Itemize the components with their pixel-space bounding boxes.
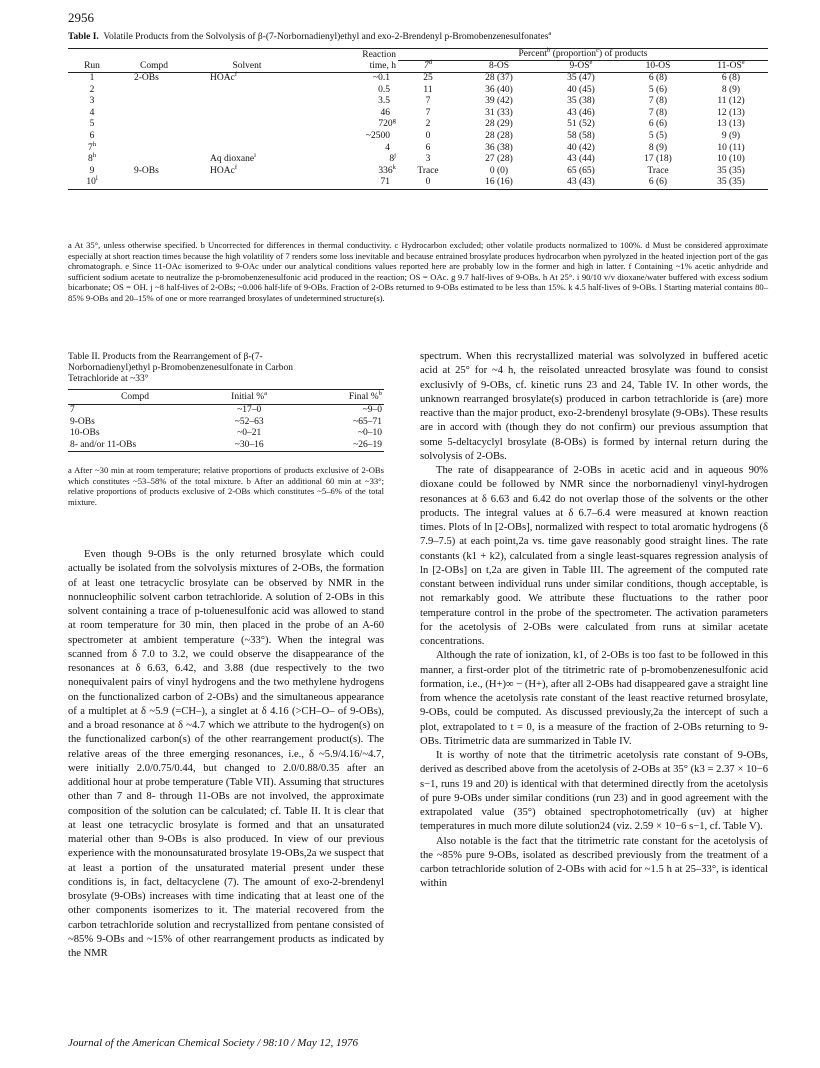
table1-cell-p11	[694, 143, 768, 155]
th-group-mark2: c	[595, 46, 599, 54]
table1-cell-p11	[694, 73, 768, 85]
table1-cell-p10	[622, 131, 694, 143]
th-10os: 10-OS	[645, 61, 671, 71]
t2-th-final-text: Final %	[348, 392, 379, 402]
table1-cell-value: 12 (13)	[717, 107, 745, 118]
table1-cell-p7	[398, 154, 458, 166]
table1-cell-p8	[458, 119, 540, 131]
table1-cell-p8	[458, 85, 540, 97]
table1-cell-compd	[116, 85, 192, 97]
table2-caption: Table II. Products from the Rearrangement of β-(7-Norbornadienyl)ethyl p-Bromobenzenesulfonate in Carbon Tetrachloride at ~33°	[68, 352, 294, 384]
th-group-post: ) of products	[598, 49, 648, 59]
table1-cell-value: 36 (40)	[485, 84, 513, 95]
th-group-mark1: b	[547, 46, 551, 54]
table1-cell-value: 9	[89, 165, 95, 176]
table1-cell-time	[302, 85, 398, 97]
th-11os	[694, 58, 768, 73]
table1-cell-solvent	[192, 85, 302, 97]
table1-cell-mark: h	[92, 152, 97, 159]
table1-cell-value: 5	[89, 119, 95, 130]
t2-th-initial-text: Initial %	[231, 392, 265, 402]
table1-cell-value: 7 (8)	[648, 107, 668, 118]
table1-cell-run	[68, 154, 116, 166]
table1-cell-p10	[622, 143, 694, 155]
table1-cell-value: 10	[86, 177, 96, 188]
table1-cell-compd	[116, 177, 192, 189]
table1-cell-compd	[116, 131, 192, 143]
table1-cell-value: 51 (52)	[567, 119, 595, 130]
table1-cell-value: 7	[87, 142, 93, 153]
table1-cell-value: Trace	[647, 165, 669, 176]
table1-cell-run	[68, 96, 116, 108]
table1-cell-mark: l	[95, 175, 98, 183]
table1-cell-compd	[116, 154, 192, 166]
table1-cell-value: 28 (29)	[485, 119, 513, 130]
table1-cell-value: 7 (8)	[648, 96, 668, 107]
table1-cell-value: 43 (44)	[567, 154, 595, 165]
table1-cell-value: 65 (65)	[567, 165, 595, 176]
table2-row	[68, 428, 384, 440]
th-9os	[540, 58, 622, 73]
table1-cell-p7	[398, 108, 458, 120]
table1-cell-p10	[622, 108, 694, 120]
table1-cell-value: 58 (58)	[567, 130, 595, 141]
table1-cell-value: 43 (46)	[567, 107, 595, 118]
table1-cell-run	[68, 73, 116, 85]
th-9os-mark: e	[589, 58, 593, 66]
right-column-text	[420, 350, 768, 892]
table1-cell-compd	[116, 108, 192, 120]
table1-cell-value: 28 (37)	[485, 73, 513, 83]
table1-cell-mark: f	[234, 70, 238, 78]
table1-row	[68, 85, 768, 97]
table1-cell-value: 36 (38)	[485, 142, 513, 153]
table1-cell-value: 13 (13)	[717, 119, 745, 130]
table1-cell-value: 35 (38)	[567, 96, 595, 107]
th-compd: Compd	[140, 61, 168, 71]
table1-cell-value: 0	[425, 130, 431, 141]
table1-cell-value: 2-OBs	[134, 73, 159, 83]
table1-cell-value: 17 (18)	[644, 154, 672, 165]
th-group-mid: (proportion	[550, 49, 596, 59]
table1-cell-value: ~2500	[365, 130, 390, 141]
right-paragraph-1: spectrum. When this recrystallized material was solvolyzed in buffered acetic acid at 25° for ~4 h, the reisolated unreacted brosylate was found to consist exclusivly of 9-OBs, cf. kinetic runs 23 and 24, Table IV. In other words, the unknown rearranged brosylate(s) produced in carbon tetrachloride is (are) more reactive than the major product, exo-2-brendenyl brosylate (9-OBs). These results are in accord with (though they do not confirm) our previous assumption that some 5-deltacyclyl brosylate (8-OBs) is formed by internal return during the solvolysis of 2-OBs.	[420, 351, 768, 462]
th-7-mark: d	[428, 58, 433, 66]
table1-cell-compd	[116, 119, 192, 131]
table1-cell-p9	[540, 119, 622, 131]
table1-cell-value: 6 (6)	[648, 177, 668, 188]
table1-body	[68, 70, 768, 190]
table1-row	[68, 119, 768, 131]
table1-cell-value: 25	[423, 73, 433, 83]
th-time	[302, 49, 398, 73]
table2-cell-final: ~65–71	[353, 416, 382, 427]
table1-cell-value: Trace	[417, 165, 439, 176]
table1-cell-run	[68, 177, 116, 189]
th-solvent: Solvent	[232, 61, 262, 71]
table2-cell-initial: ~0–21	[237, 428, 262, 439]
table1-cell-p7	[398, 177, 458, 189]
right-paragraph-4: It is worthy of note that the titrimetric acetolysis rate constant of 9-OBs, derived as described above from the acetolysis of 2-OBs at 35° (k3 = 2.37 × 10−6 s−1, runs 19 and 20) is identical with that determined directly from the acetolysis of pure 9-OBs under similar conditions (run 23) and in good agreement with the extrapolated value (35°) obtained spectrophotometrically (uv) at higher temperatures in much more dilute solution24 (viz. 2.59 × 10−6 s−1, cf. Table V).	[420, 750, 768, 833]
table1-cell-mark: h	[92, 140, 97, 148]
th-9os-text: 9-OS	[569, 61, 590, 71]
table2-footnotes: a After ~30 min at room temperature; relative proportions of products exclusive of 2-OBs which constitutes ~53–58% of the total mixture. b After an additional 60 min at ~33°; relative proportions of products exclusive of 2-OBs which constitutes ~5–6% of the total mixture.	[68, 465, 384, 507]
table1-cell-value: 10 (11)	[717, 142, 745, 153]
th-time-line1: Reaction	[362, 50, 396, 60]
table1-cell-p11	[694, 96, 768, 108]
t2-th-initial	[202, 390, 296, 405]
th-11os-text: 11-OS	[717, 61, 742, 71]
table1-cell-time	[302, 163, 398, 178]
table1-cell-value: 46	[380, 107, 390, 118]
table1-cell-solvent	[192, 70, 302, 85]
table1-cell-value: Aq dioxane	[210, 154, 255, 165]
page-number: 2956	[68, 10, 94, 25]
table1-cell-value: 3.5	[378, 96, 390, 107]
table1-cell-p11	[694, 85, 768, 97]
table2-body	[68, 405, 384, 452]
table1-cell-p8	[458, 177, 540, 189]
table1-cell-value: 10 (10)	[717, 154, 745, 165]
table1-cell-value: HOAc	[210, 73, 235, 83]
table1-cell-p11	[694, 131, 768, 143]
table1-cell-p7	[398, 73, 458, 85]
t2-th-initial-mark: a	[264, 389, 268, 397]
table1-cell-p8	[458, 108, 540, 120]
table1-cell-compd	[116, 73, 192, 85]
table1-cell-p11	[694, 154, 768, 166]
table1-cell-p9	[540, 143, 622, 155]
table1-cell-solvent	[192, 96, 302, 108]
table1-cell-mark: k	[392, 163, 396, 171]
table1	[68, 48, 768, 190]
table2-row	[68, 417, 384, 429]
table1-cell-p9	[540, 154, 622, 166]
t2-th-compd: Compd	[121, 392, 149, 402]
t2-th-final	[296, 390, 384, 405]
table1-cell-p8	[458, 131, 540, 143]
table1-cell-run	[68, 85, 116, 97]
table1-cell-p11	[694, 119, 768, 131]
table1-cell-value: 16 (16)	[485, 177, 513, 188]
table1-cell-p9	[540, 131, 622, 143]
table1-cell-mark: i	[254, 152, 256, 159]
table1-cell-p9	[540, 177, 622, 189]
table1-cell-value: 1	[89, 73, 95, 83]
table1-cell-value: 0 (0)	[489, 165, 509, 176]
th-7-text: 7	[423, 61, 429, 71]
table1-cell-p10	[622, 154, 694, 166]
table1-cell-value: 9-OBs	[134, 165, 159, 176]
table1-cell-time	[302, 96, 398, 108]
table1-cell-time	[302, 73, 398, 85]
table1-cell-solvent	[192, 131, 302, 143]
table1-cell-value: 3	[89, 96, 95, 107]
table1-cell-p9	[540, 166, 622, 178]
th-group-pre: Percent	[518, 49, 547, 59]
table1-cell-p11	[694, 177, 768, 189]
table1-cell-p11	[694, 166, 768, 178]
table1-cell-value: 11	[423, 84, 433, 95]
table1-cell-value: 6 (6)	[648, 119, 668, 130]
table1-cell-run	[68, 108, 116, 120]
table1-cell-value: 9 (9)	[721, 130, 741, 141]
table1-cell-p7	[398, 143, 458, 155]
table1-cell-time	[302, 154, 398, 166]
table1-cell-value: 336	[378, 165, 393, 176]
table1-cell-p9	[540, 108, 622, 120]
table2-cell-initial: ~30–16	[234, 439, 264, 450]
table1-cell-value: 6 (8)	[648, 73, 668, 83]
table1-cell-value: 35 (47)	[567, 73, 595, 83]
table1-cell-p7	[398, 85, 458, 97]
table1-cell-run	[68, 166, 116, 178]
table1-cell-value: 11 (12)	[717, 96, 745, 107]
th-time-line2: time, h	[369, 61, 396, 71]
table1-cell-time	[302, 108, 398, 120]
table1-row	[68, 96, 768, 108]
table1-cell-compd	[116, 96, 192, 108]
table1-cell-value: 40 (42)	[567, 142, 595, 153]
th-run: Run	[84, 61, 100, 71]
th-8os: 8-OS	[488, 61, 510, 71]
table1-cell-p9	[540, 96, 622, 108]
table1-cell-time	[302, 143, 398, 155]
th-7	[398, 58, 458, 73]
table1-cell-solvent	[192, 163, 302, 178]
table1-row	[68, 131, 768, 143]
table1-row	[68, 177, 768, 189]
table1-cell-value: 0.5	[378, 84, 390, 95]
table2-cell-final: ~0–10	[357, 428, 382, 439]
table1-cell-compd	[116, 166, 192, 178]
th-11os-mark: e	[741, 58, 745, 66]
table1-cell-value: 720	[378, 119, 393, 130]
table1-cell-p10	[622, 119, 694, 131]
table1-cell-value: 2	[89, 84, 95, 95]
table1-cell-value: 35 (35)	[717, 177, 745, 188]
left-paragraph-1: Even though 9-OBs is the only returned brosylate which could actually be isolated from the solvolysis mixtures of 2-OBs, the formation of at least one tetracyclic brosylate can be observed by NMR in the nonnucleophilic solvent carbon tetrachloride. A solution of 2-OBs in this solvent containing a trace of p-toluenesulfonic acid was allowed to stand at room temperature for 30 min, then placed in the probe of an A-60 spectrometer at ambient temperature (~33°). When the integral was scanned from δ 7.0 to 3.2, we could observe the disappearance of the resonances at δ 6.63, 6.42, and 3.88 (due respectively to the two nonequivalent pairs of vinyl hydrogens and the two methylene hydrogens on the functionalized carbon of 2-OBs) and the simultaneous appearance of a multiplet at δ ~5.9 (=CH–), a singlet at δ 4.16 (>CH–O– of 9-OBs), and a broad resonance at δ ~4.7 which we attribute to the hydrogen(s) on the functionalized carbon(s) of the other rearrangement product(s). The relative areas of the three emerging resonances, i.e., δ ~5.9/4.16/~4.7, were initially 2.0/0.75/0.44, but changed to 2.0/0.88/0.35 after an additional hour at probe temperature (Table VII). Assuming that structures other than 7 and 8- through 11-OBs are not involved, the approximate composition of the solution can be calculated; cf. Table II. It is clear that at least one tetracyclic brosylate is formed and that an unsaturated material other than 9-OBs is also produced. In view of our previous experience with the monounsaturated brosylate 19-OBs,2a we suspect that at least a portion of the unsaturated material present under these conditions is, in fact, deltacyclene (7). The amount of exo-2-brendenyl brosylate (9-OBs) increases with time indicating that at least one of the other components isomerizes to it. The material recovered from the carbon tetrachloride solution and recrystallized from pentane consisted of ~85% 9-OBs and ~15% of other rearrangement products as indicated by the NMR	[68, 549, 384, 959]
table1-cell-p8	[458, 96, 540, 108]
journal-footer: Journal of the American Chemical Society / 98:10 / May 12, 1976	[68, 1037, 359, 1049]
table1-cell-value: 7	[425, 107, 431, 118]
table1-row	[68, 166, 768, 178]
table1-cell-value: 31 (33)	[485, 107, 513, 118]
table1-cell-p10	[622, 96, 694, 108]
table1-cell-solvent	[192, 177, 302, 189]
th-products-group	[398, 46, 768, 61]
table1-cell-value: 6	[89, 130, 95, 141]
table2-cell-initial: ~52–63	[234, 416, 264, 427]
table1-cell-value: 5 (5)	[648, 130, 668, 141]
table1-cell-value: 8	[87, 154, 93, 165]
table1-cell-p9	[540, 85, 622, 97]
table1-cell-value: 7	[425, 96, 431, 107]
table1-cell-p11	[694, 108, 768, 120]
table1-cell-value: 35 (35)	[717, 165, 745, 176]
right-paragraph-5: Also notable is the fact that the titrimetric rate constant for the acetolysis of the ~85% pure 9-OBs, isolated as described previously from the treatment of a carbon tetrachloride solution of 2-OBs with acid for ~1.5 h at 25–33°, is identical within	[420, 835, 768, 890]
table1-cell-p8	[458, 166, 540, 178]
table1-cell-value: 8 (9)	[721, 84, 741, 95]
table1-cell-value: 2	[425, 119, 431, 130]
table1-cell-solvent	[192, 143, 302, 155]
table1-cell-value: 3	[425, 154, 431, 165]
table1-caption-label: Table I.	[68, 32, 99, 42]
table2-cell-compd: 10-OBs	[70, 428, 100, 439]
table1-cell-value: 4	[89, 107, 95, 118]
table1-row	[68, 108, 768, 120]
table1-cell-mark: f	[234, 163, 238, 171]
table1-cell-value: 43 (43)	[567, 177, 595, 188]
table1-cell-time	[302, 119, 398, 131]
table1-cell-solvent	[192, 154, 302, 166]
table1-cell-value: 39 (42)	[485, 96, 513, 107]
table1-cell-p7	[398, 131, 458, 143]
table1-cell-run	[68, 119, 116, 131]
table1-cell-time	[302, 177, 398, 189]
table1-cell-value: 8	[389, 154, 395, 165]
table1-cell-p8	[458, 73, 540, 85]
table1-cell-mark: g	[392, 117, 396, 125]
right-paragraph-2: The rate of disappearance of 2-OBs in acetic acid and in aqueous 90% dioxane could be followed by NMR since the norbornadienyl vinyl-hydrogen resonances at δ 6.63 and 6.42 do not overlap those of the solvents or the other products. The integral values at δ 6.7–6.4 were measured at known reaction times. Plots of ln [2-OBs], normalized with respect to total aromatic hydrogens (δ 7.9–7.5) at each point,2a vs. time gave reasonably good straight lines. The rate constants (k1 + k2), calculated from a single least-squares regression analysis of ln [2-OBs] on t,2a are given in Table III. The agreement of the computed rate constant between individual runs under similar conditions, though acceptable, is not remarkably good. We attribute these fluctuations to the rather poor temperature control in the probe of the spectrometer. The activation parameters for the acetolysis of 2-OBs were calculated from runs at similar acetate concentrations.	[420, 465, 768, 647]
table2-cell-compd: 7	[70, 405, 75, 415]
table1-caption	[68, 29, 768, 42]
right-paragraph-3: Although the rate of ionization, k1, of 2-OBs is too fast to be followed in this manner, a first-order plot of the titrimetric rate of p-bromobenzenesulfonic acid formation, i.e., (H+)∞ − (H+), after all 2-OBs had disappeared gave a straight line from whence the acetolysis rate constant of the least reactive returned brosylate, 9-OBs, could be computed. As discussed previously,2a the intercept of such a plot, extrapolated to t = 0, is a measure of the fraction of 2-OBs returning to 9-OBs. Titrimetric data are summarized in Table IV.	[420, 650, 768, 747]
table1-row	[68, 73, 768, 85]
table1-cell-p9	[540, 73, 622, 85]
table1-cell-value: 6	[425, 142, 431, 153]
table1-cell-value: 0	[425, 177, 431, 188]
table2-row	[68, 440, 384, 452]
table1-cell-p7	[398, 119, 458, 131]
table1-cell-value: 5 (6)	[648, 84, 668, 95]
table1-caption-text: Volatile Products from the Solvolysis of β-(7-Norbornadienyl)ethyl and exo-2-Brendenyl p-Bromobenzenesulfonates	[103, 32, 549, 42]
table1-cell-p7	[398, 96, 458, 108]
table2-cell-compd: 8- and/or 11-OBs	[70, 439, 137, 450]
table1-cell-time	[302, 131, 398, 143]
table1-cell-p10	[622, 177, 694, 189]
table2-cell-final: ~9–0	[362, 405, 382, 415]
table1-cell-solvent	[192, 119, 302, 131]
table1-cell-p7	[398, 166, 458, 178]
table2-cell-final: ~26–19	[353, 439, 382, 450]
table1-cell-value: HOAc	[210, 165, 235, 176]
table1-footnotes: a At 35°, unless otherwise specified. b Uncorrected for differences in thermal conductivity. c Hydrocarbon excluded; other volatile products normalized to 100%. d Must be considered approximate especially at short reaction times because the high volatility of 7 renders some loss inevitable and because entrained brosylate produces hydrocarbon when pyrolyzed in the heated injection port of the gas chromatograph. e Since 11-OAc isomerized to 9-OAc under our analytical conditions values reported here are probably low in the former and high in latter. f Containing ~1% acetic anhydride and sufficient sodium acetate to neutralize the p-bromobenzenesulfonic acid produced in the reaction; OS = OAc. g 9.7 half-lives of 9-OBs. h At 25°. i 90/10 v/v dioxane/water buffered with excess sodium bicarbonate; OS = OH. j ~8 half-lives of 2-OBs; ~0.006 half-life of 9-OBs. Fraction of 2-OBs returned to 9-OBs estimated to be less than 15%. k 4.5 half-lives of 9-OBs. l Starting material contains 80–85% 9-OBs and 20–15% of one or more rearranged brosylates of undetermined structure(s).	[68, 240, 768, 303]
table2-row	[68, 405, 384, 417]
table1-cell-p10	[622, 73, 694, 85]
table1-cell-value: 27 (28)	[485, 154, 513, 165]
table1-cell-value: 71	[380, 177, 390, 188]
table1-cell-value: 8 (9)	[648, 142, 668, 153]
table1-cell-value: 4	[385, 142, 390, 153]
table2-cell-compd: 9-OBs	[70, 416, 95, 427]
table1-cell-p8	[458, 143, 540, 155]
left-column-text	[68, 548, 384, 961]
table2	[68, 389, 384, 452]
table1-row	[68, 154, 768, 166]
table1-cell-p8	[458, 154, 540, 166]
table1-cell-compd	[116, 143, 192, 155]
table1-cell-p10	[622, 166, 694, 178]
table1-cell-mark: j	[394, 152, 396, 159]
table1-cell-value: 6 (8)	[721, 73, 741, 83]
table2-cell-initial: ~17–0	[237, 405, 262, 415]
table1-cell-value: 28 (28)	[485, 130, 513, 141]
t2-th-final-mark: b	[378, 389, 382, 397]
table1-cell-solvent	[192, 108, 302, 120]
caption-mark: a	[548, 29, 552, 37]
table1-cell-value: 40 (45)	[567, 84, 595, 95]
table1-cell-value: ~0.1	[372, 73, 390, 83]
table1-cell-p10	[622, 85, 694, 97]
table1-row	[68, 143, 768, 155]
